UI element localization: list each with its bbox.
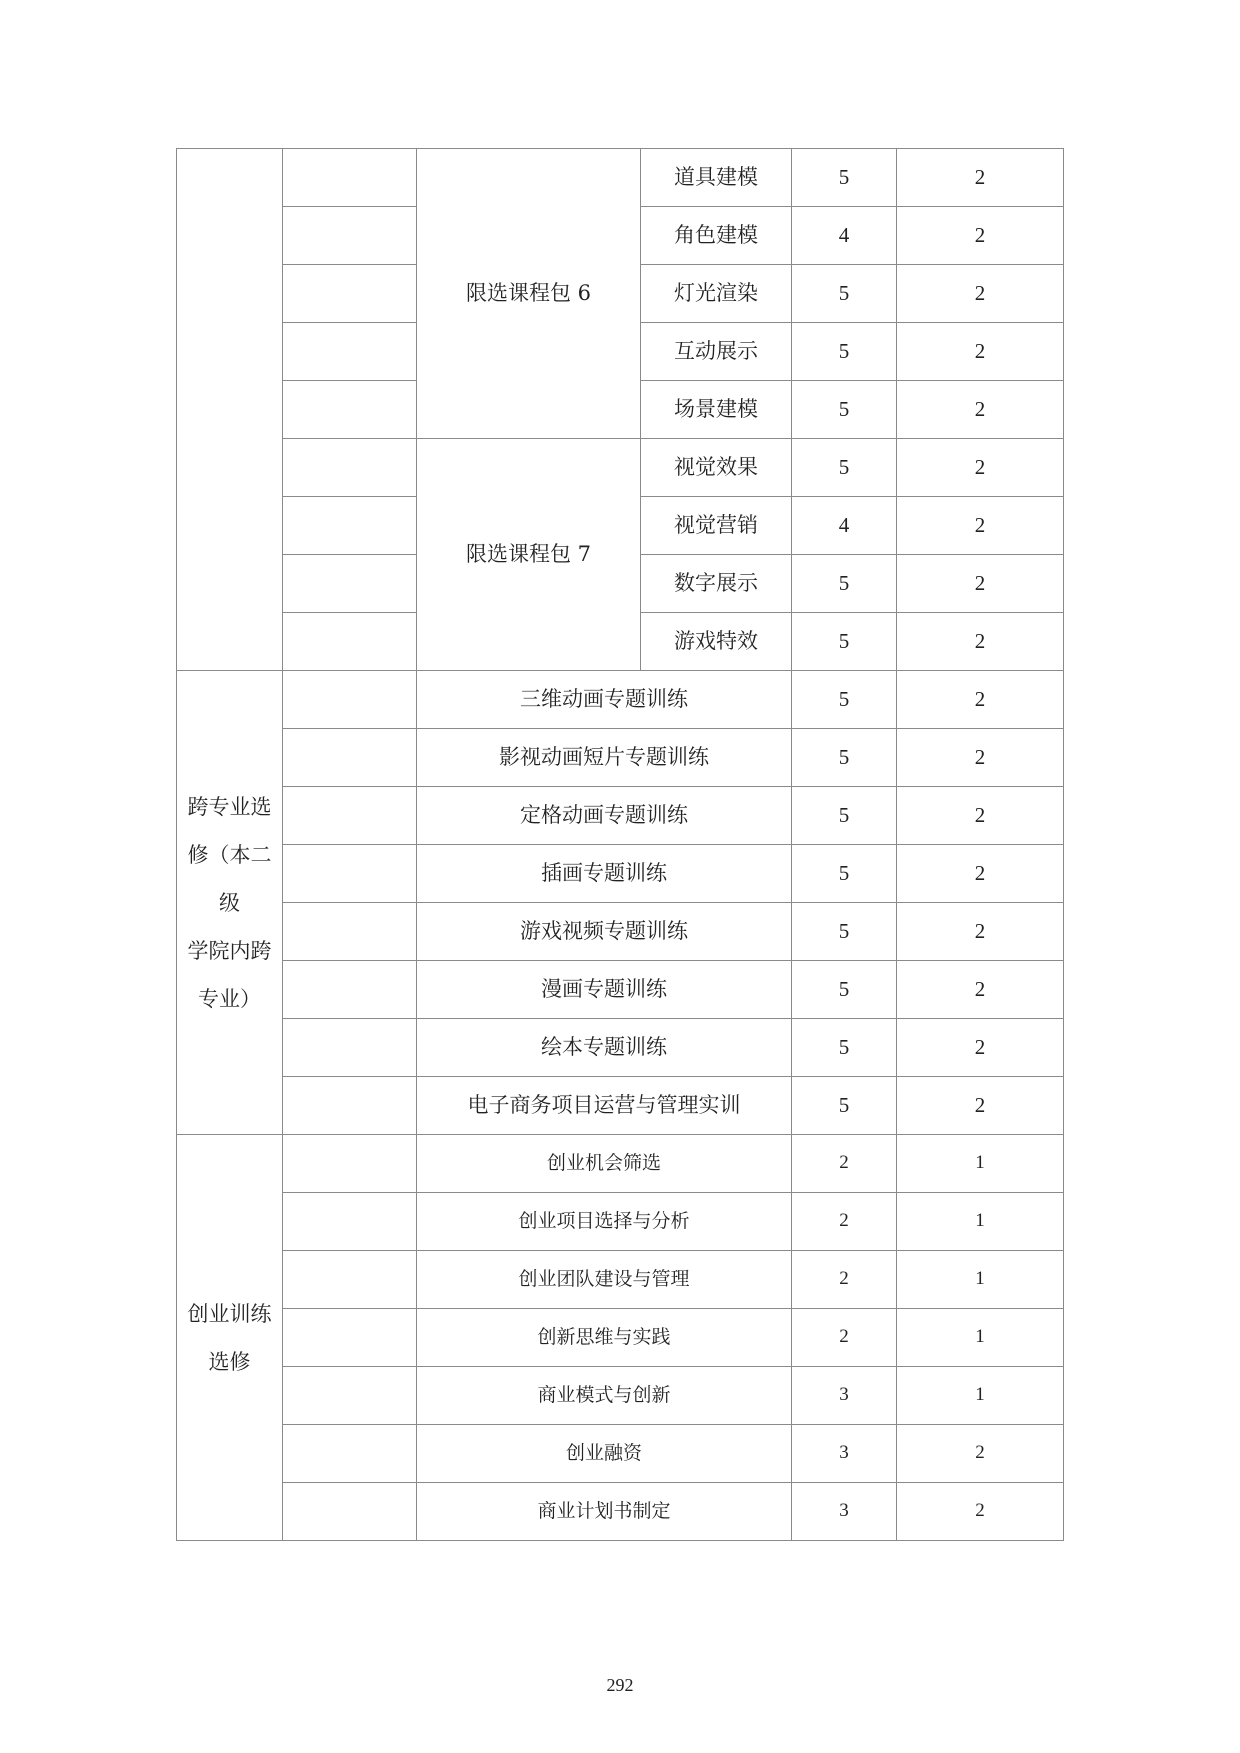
table-row: [177, 149, 1064, 207]
course-name: 创业团队建设与管理: [417, 1251, 792, 1309]
code-cell: [283, 1193, 417, 1251]
course-name: 定格动画专题训练: [417, 787, 792, 845]
code-cell: [283, 1019, 417, 1077]
course-name: 数字展示: [641, 555, 792, 613]
course-value-b: 2: [897, 1483, 1064, 1541]
page-number: 292: [606, 1675, 634, 1695]
course-value-b: 2: [897, 671, 1064, 729]
category-startup: [177, 1135, 283, 1541]
code-cell: [283, 903, 417, 961]
course-value-a: 2: [792, 1193, 897, 1251]
course-value-b: 2: [897, 497, 1064, 555]
course-value-a: 5: [792, 613, 897, 671]
code-cell: [283, 787, 417, 845]
table-row: [177, 729, 1064, 787]
course-value-a: 3: [792, 1483, 897, 1541]
package-label: 限选课程包 6: [417, 149, 641, 439]
course-name: 创新思维与实践: [417, 1309, 792, 1367]
course-name: 场景建模: [641, 381, 792, 439]
course-value-b: 2: [897, 265, 1064, 323]
course-value-b: 2: [897, 729, 1064, 787]
course-value-b: 2: [897, 787, 1064, 845]
code-cell: [283, 1135, 417, 1193]
code-cell: [283, 497, 417, 555]
category-line: 跨专业选: [187, 794, 272, 819]
course-value-b: 2: [897, 381, 1064, 439]
course-value-b: 2: [897, 613, 1064, 671]
table-row: [177, 1309, 1064, 1367]
course-value-a: 5: [792, 381, 897, 439]
course-name: 游戏特效: [641, 613, 792, 671]
course-name: 道具建模: [641, 149, 792, 207]
table-row: [177, 845, 1064, 903]
code-cell: [283, 323, 417, 381]
code-cell: [283, 1309, 417, 1367]
category-line: 修（本二级: [187, 842, 272, 915]
course-value-a: 4: [792, 207, 897, 265]
course-name: 商业计划书制定: [417, 1483, 792, 1541]
category-cell-empty: [177, 149, 283, 671]
table-row: [177, 1135, 1064, 1193]
code-cell: [283, 1367, 417, 1425]
course-name: 漫画专题训练: [417, 961, 792, 1019]
course-name: 视觉效果: [641, 439, 792, 497]
course-name: 商业模式与创新: [417, 1367, 792, 1425]
table-row: [177, 1251, 1064, 1309]
category-line: 专业）: [198, 986, 261, 1011]
course-value-b: 1: [897, 1193, 1064, 1251]
table-row: [177, 671, 1064, 729]
course-name: 插画专题训练: [417, 845, 792, 903]
table-row: [177, 1483, 1064, 1541]
course-name: 影视动画短片专题训练: [417, 729, 792, 787]
course-name: 灯光渲染: [641, 265, 792, 323]
code-cell: [283, 1425, 417, 1483]
course-value-a: 5: [792, 323, 897, 381]
course-value-b: 2: [897, 207, 1064, 265]
code-cell: [283, 381, 417, 439]
course-value-b: 1: [897, 1135, 1064, 1193]
course-value-a: 2: [792, 1251, 897, 1309]
course-value-a: 2: [792, 1135, 897, 1193]
course-value-b: 2: [897, 961, 1064, 1019]
course-value-b: 2: [897, 1425, 1064, 1483]
course-value-b: 2: [897, 439, 1064, 497]
code-cell: [283, 671, 417, 729]
course-value-a: 5: [792, 903, 897, 961]
course-value-b: 1: [897, 1251, 1064, 1309]
package-label: 限选课程包 7: [417, 439, 641, 671]
course-name: 三维动画专题训练: [417, 671, 792, 729]
code-cell: [283, 613, 417, 671]
category-line: 学院内跨: [187, 938, 272, 963]
course-name: 角色建模: [641, 207, 792, 265]
category-line: 选修: [208, 1349, 251, 1374]
course-value-b: 2: [897, 555, 1064, 613]
code-cell: [283, 1251, 417, 1309]
course-value-a: 2: [792, 1309, 897, 1367]
course-value-a: 5: [792, 671, 897, 729]
code-cell: [283, 961, 417, 1019]
course-value-b: 2: [897, 845, 1064, 903]
course-name: 视觉营销: [641, 497, 792, 555]
table-row: [177, 1367, 1064, 1425]
code-cell: [283, 439, 417, 497]
course-value-a: 5: [792, 729, 897, 787]
course-value-a: 3: [792, 1425, 897, 1483]
course-table: [176, 148, 1064, 1541]
course-name: 电子商务项目运营与管理实训: [417, 1077, 792, 1135]
table-row: [177, 1193, 1064, 1251]
table-row: [177, 1077, 1064, 1135]
course-name: 创业融资: [417, 1425, 792, 1483]
course-value-b: 1: [897, 1309, 1064, 1367]
code-cell: [283, 265, 417, 323]
course-name: 绘本专题训练: [417, 1019, 792, 1077]
course-value-a: 5: [792, 265, 897, 323]
course-name: 创业项目选择与分析: [417, 1193, 792, 1251]
table-row: [177, 903, 1064, 961]
table-row: [177, 787, 1064, 845]
code-cell: [283, 1077, 417, 1135]
course-value-a: 5: [792, 961, 897, 1019]
course-value-a: 5: [792, 845, 897, 903]
course-value-b: 2: [897, 149, 1064, 207]
course-value-a: 5: [792, 787, 897, 845]
course-value-a: 4: [792, 497, 897, 555]
table-row: [177, 439, 1064, 497]
course-value-b: 2: [897, 903, 1064, 961]
course-value-a: 5: [792, 1077, 897, 1135]
code-cell: [283, 207, 417, 265]
category-cross-major: [177, 671, 283, 1135]
course-value-a: 5: [792, 1019, 897, 1077]
code-cell: [283, 729, 417, 787]
course-value-a: 3: [792, 1367, 897, 1425]
code-cell: [283, 555, 417, 613]
table-row: [177, 1425, 1064, 1483]
course-name: 互动展示: [641, 323, 792, 381]
course-value-a: 5: [792, 555, 897, 613]
course-value-b: 1: [897, 1367, 1064, 1425]
category-line: 创业训练: [187, 1301, 272, 1326]
code-cell: [283, 845, 417, 903]
course-name: 游戏视频专题训练: [417, 903, 792, 961]
code-cell: [283, 1483, 417, 1541]
course-value-b: 2: [897, 1019, 1064, 1077]
course-value-b: 2: [897, 1077, 1064, 1135]
course-value-a: 5: [792, 439, 897, 497]
course-value-a: 5: [792, 149, 897, 207]
course-name: 创业机会筛选: [417, 1135, 792, 1193]
code-cell: [283, 149, 417, 207]
table-row: [177, 961, 1064, 1019]
table-row: [177, 1019, 1064, 1077]
course-value-b: 2: [897, 323, 1064, 381]
